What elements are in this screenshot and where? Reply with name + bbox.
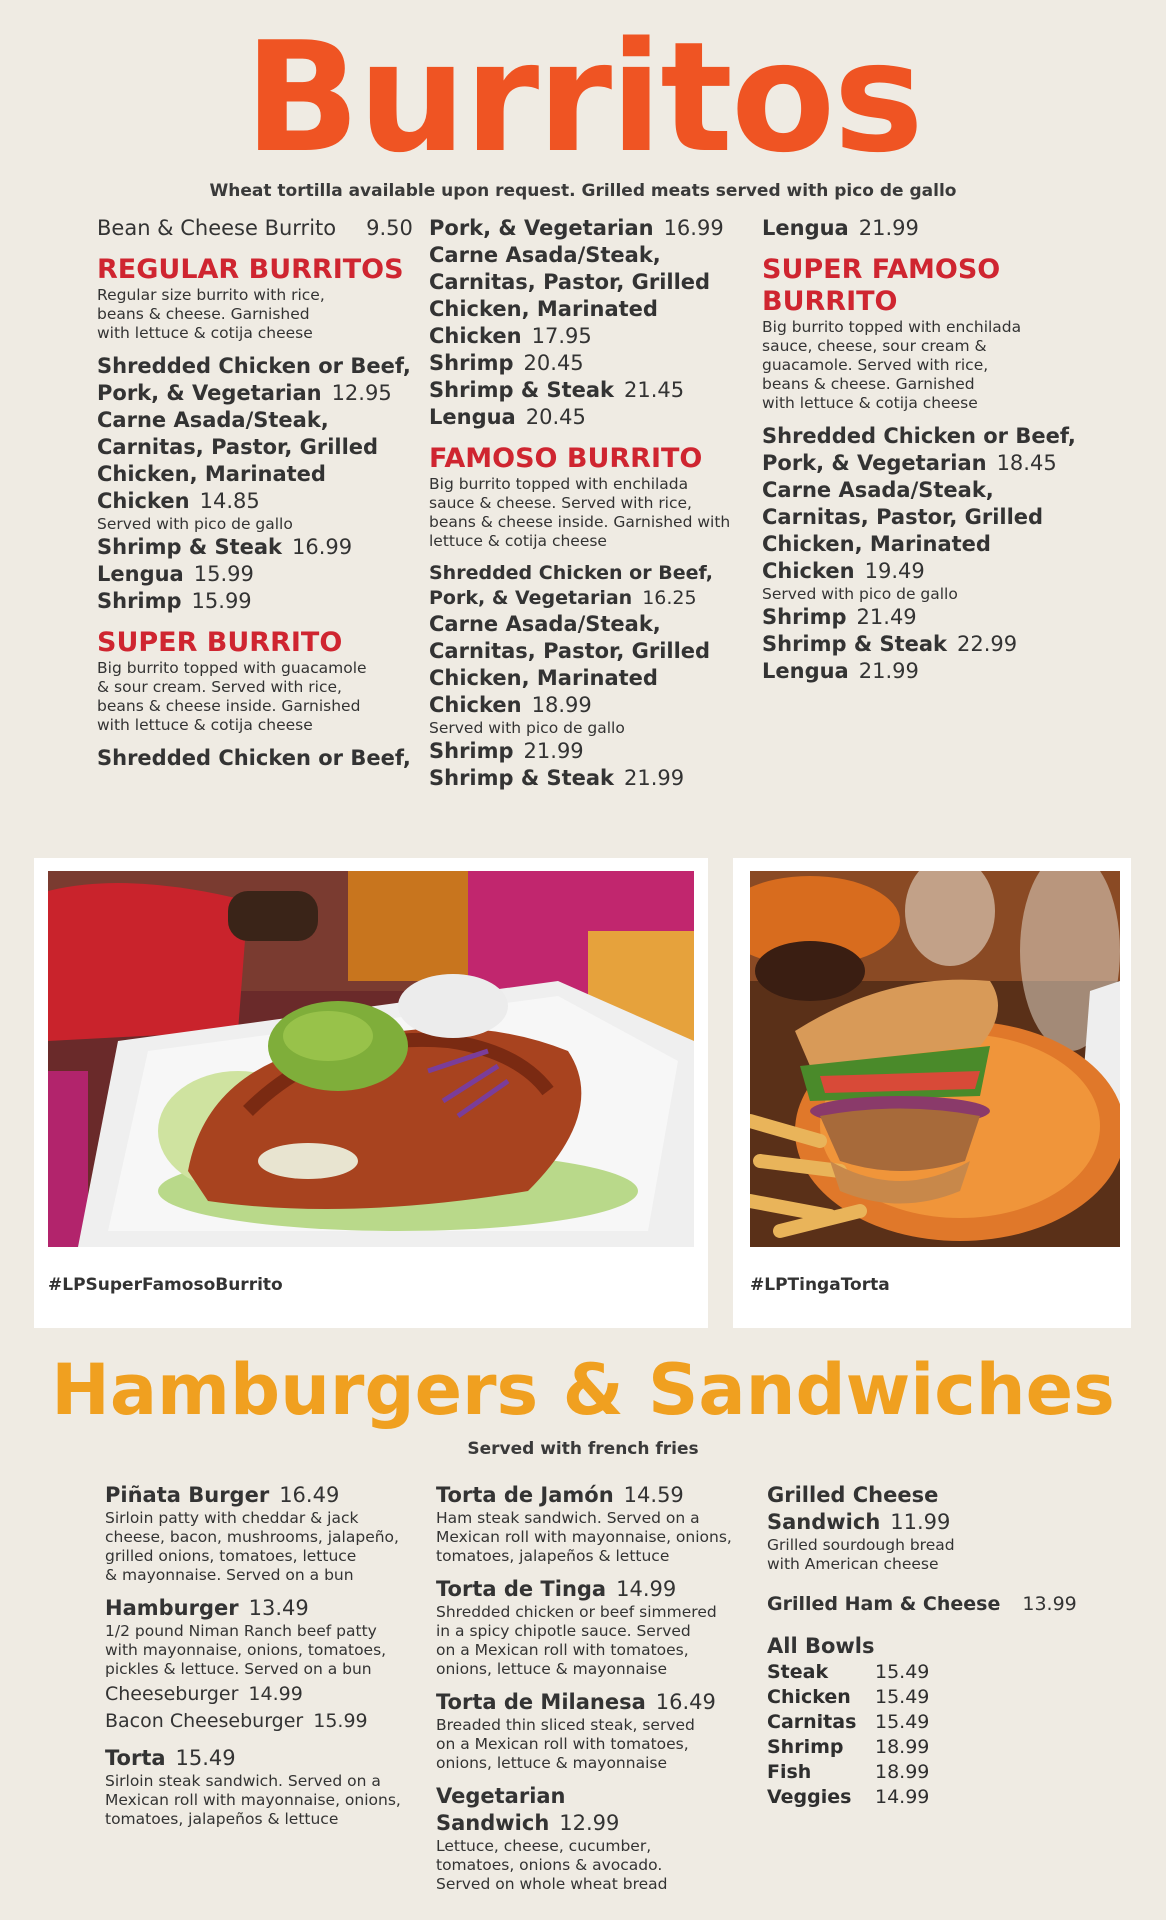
menu-item	[762, 658, 1082, 685]
menu-item	[105, 1482, 425, 1509]
item-name: Torta de Jamón	[436, 1483, 614, 1507]
menu-item	[762, 631, 1082, 658]
menu-item	[97, 407, 417, 515]
desc-line: pickles & lettuce. Served on a bun	[105, 1660, 372, 1678]
desc-line: tomatoes, onions & avocado.	[436, 1856, 663, 1874]
desc-line: sauce, cheese, sour cream &	[762, 337, 987, 355]
desc-line: Shredded chicken or beef simmered	[436, 1603, 717, 1621]
menu-item	[429, 215, 749, 242]
item-price: 21.99	[624, 766, 685, 790]
item-price: 12.99	[559, 1811, 620, 1835]
item-price: 13.99	[1022, 1593, 1077, 1615]
item-name: Vegetarian Sandwich	[436, 1784, 566, 1835]
item-name: Bean & Cheese Burrito	[97, 216, 337, 240]
photo-card-torta	[733, 858, 1131, 1328]
desc-line: Big burrito topped with enchilada	[429, 475, 689, 493]
burritos-column-2	[429, 215, 749, 792]
item-name: Shrimp & Steak	[762, 632, 948, 656]
item-price: 18.99	[531, 693, 592, 717]
menu-item	[429, 377, 749, 404]
item-price: 16.25	[642, 587, 697, 609]
desc-line: beans & cheese inside. Garnished with	[429, 513, 731, 531]
desc-line: beans & cheese inside. Garnished	[97, 697, 361, 715]
photo-caption: #LPSuperFamosoBurrito	[48, 1275, 283, 1295]
menu-item	[436, 1783, 756, 1837]
item-price: 14.99	[248, 1683, 303, 1705]
desc-line: sauce & cheese. Served with rice,	[429, 494, 692, 512]
item-name: Piñata Burger	[105, 1483, 270, 1507]
menu-item	[429, 561, 749, 611]
item-name: Hamburger	[105, 1596, 239, 1620]
desc-line: onions, lettuce & mayonnaise	[436, 1660, 667, 1678]
desc-line: guacamole. Served with rice,	[762, 356, 989, 374]
bowl-name: Chicken	[767, 1686, 851, 1708]
burritos-title: Burritos	[244, 9, 922, 186]
item-name: Shrimp & Steak	[429, 766, 615, 790]
item-price: 9.50	[366, 216, 413, 240]
item-name: Chicken	[429, 693, 522, 717]
desc-line: with lettuce & cotija cheese	[762, 394, 978, 412]
item-name: Lengua	[97, 562, 184, 586]
bowl-row	[767, 1760, 929, 1785]
desc-line: with lettuce & cotija cheese	[97, 324, 313, 342]
bowls-list	[767, 1660, 929, 1810]
sandwiches-column-2	[436, 1482, 756, 1894]
desc-line: Breaded thin sliced steak, served	[436, 1716, 695, 1734]
section-title-super: SUPER BURRITO	[97, 627, 343, 658]
item-note: Served with pico de gallo	[429, 719, 625, 737]
desc-line: with American cheese	[767, 1555, 939, 1573]
bowl-price: 15.49	[875, 1686, 930, 1708]
item-price: 14.85	[199, 489, 260, 513]
item-name: Grilled Ham & Cheese	[767, 1593, 1001, 1615]
item-note: Served with pico de gallo	[97, 515, 293, 533]
item-name: Torta	[105, 1746, 166, 1770]
bowl-price: 18.99	[875, 1736, 930, 1758]
item-desc	[436, 1716, 756, 1773]
bowl-name: Veggies	[767, 1786, 852, 1808]
item-price: 17.95	[531, 324, 592, 348]
item-price: 21.49	[856, 605, 917, 629]
bowl-name: Carnitas	[767, 1711, 857, 1733]
desc-line: Lettuce, cheese, cucumber,	[436, 1837, 652, 1855]
menu-item	[429, 350, 749, 377]
item-price: 13.49	[248, 1596, 309, 1620]
section-desc	[97, 286, 417, 343]
desc-line: cheese, bacon, mushrooms, jalapeño,	[105, 1528, 399, 1546]
item-name: Carnitas, Pastor, Grilled	[429, 639, 711, 663]
menu-item	[429, 765, 749, 792]
bowl-row	[767, 1785, 929, 1810]
item-name: Cheeseburger	[105, 1683, 239, 1705]
menu-item	[105, 1681, 425, 1708]
desc-line: tomatoes, jalapeños & lettuce	[105, 1810, 339, 1828]
menu-item	[762, 604, 1082, 631]
item-desc	[436, 1603, 756, 1679]
photo-card-burrito	[34, 858, 708, 1328]
item-name: Lengua	[762, 216, 849, 240]
hamburgers-subtitle: Served with french fries	[467, 1439, 699, 1459]
desc-line: lettuce & cotija cheese	[429, 532, 607, 550]
item-price: 16.99	[663, 216, 724, 240]
item-name: Pork, & Vegetarian	[429, 216, 654, 240]
desc-line: Ham steak sandwich. Served on a	[436, 1509, 700, 1527]
desc-line: Served on whole wheat bread	[436, 1875, 668, 1893]
menu-item	[97, 588, 417, 615]
item-price: 21.99	[858, 659, 919, 683]
item-name: Chicken, Marinated	[429, 666, 658, 690]
item-name: Shredded Chicken or Beef,	[97, 354, 411, 378]
menu-item	[767, 1482, 1087, 1536]
bowl-price: 15.49	[875, 1661, 930, 1683]
desc-line: Mexican roll with mayonnaise, onions,	[105, 1791, 401, 1809]
item-name: Torta de Milanesa	[436, 1690, 646, 1714]
bowl-row	[767, 1685, 929, 1710]
item-price: 21.99	[523, 739, 584, 763]
desc-line: Mexican roll with mayonnaise, onions,	[436, 1528, 732, 1546]
desc-line: & mayonnaise. Served on a bun	[105, 1566, 354, 1584]
bowl-name: Shrimp	[767, 1736, 844, 1758]
item-name: Lengua	[762, 659, 849, 683]
torta-photo	[750, 871, 1120, 1247]
burritos-column-3	[762, 215, 1082, 685]
item-name: Carne Asada/Steak,	[429, 612, 661, 636]
menu-item	[767, 1592, 1087, 1617]
item-price: 16.49	[279, 1483, 340, 1507]
item-name: Shredded Chicken or Beef,	[429, 562, 713, 584]
item-price: 15.49	[175, 1746, 236, 1770]
item-name: Pork, & Vegetarian	[97, 381, 322, 405]
item-note: Served with pico de gallo	[762, 585, 958, 603]
item-price: 14.99	[616, 1577, 677, 1601]
section-title-line: BURRITO	[762, 286, 898, 317]
menu-item	[429, 242, 749, 350]
desc-line: & sour cream. Served with rice,	[97, 678, 342, 696]
menu-item	[105, 1745, 425, 1772]
menu-item	[436, 1482, 756, 1509]
item-desc	[105, 1622, 425, 1679]
section-title-famoso: FAMOSO BURRITO	[429, 443, 703, 474]
menu-item: Shredded Chicken or Beef,	[97, 746, 411, 770]
menu-item	[97, 534, 417, 561]
menu-item	[105, 1708, 425, 1735]
desc-line: Grilled sourdough bread	[767, 1536, 955, 1554]
bowl-price: 18.99	[875, 1761, 930, 1783]
desc-line: beans & cheese. Garnished	[762, 375, 975, 393]
desc-line: on a Mexican roll with tomatoes,	[436, 1735, 689, 1753]
menu-item	[97, 215, 417, 242]
burrito-photo	[48, 871, 694, 1247]
item-price: 22.99	[957, 632, 1018, 656]
item-price: 15.99	[191, 589, 252, 613]
desc-line: Big burrito topped with guacamole	[97, 659, 367, 677]
item-price: 21.99	[858, 216, 919, 240]
section-title-line: SUPER FAMOSO	[762, 254, 1001, 285]
section-desc	[762, 318, 1082, 413]
item-price: 20.45	[523, 351, 584, 375]
item-desc	[436, 1509, 756, 1566]
desc-line: on a Mexican roll with tomatoes,	[436, 1641, 689, 1659]
item-name: Lengua	[429, 405, 516, 429]
desc-line: in a spicy chipotle sauce. Served	[436, 1622, 691, 1640]
sandwiches-column-3	[767, 1482, 1087, 1810]
menu-item	[429, 738, 749, 765]
menu-item	[762, 477, 1082, 585]
photo-caption: #LPTingaTorta	[750, 1275, 890, 1295]
item-price: 14.59	[623, 1483, 684, 1507]
item-name: Chicken, Marinated	[429, 297, 658, 321]
menu-item	[97, 353, 417, 407]
bowl-row	[767, 1735, 929, 1760]
item-name: Chicken, Marinated	[762, 532, 991, 556]
section-title-super-famoso	[762, 254, 1082, 318]
desc-line: Sirloin steak sandwich. Served on a	[105, 1772, 381, 1790]
bowls-title: All Bowls	[767, 1634, 875, 1658]
section-desc	[429, 475, 749, 551]
item-desc	[105, 1509, 425, 1585]
item-desc	[436, 1837, 756, 1894]
item-name: Chicken	[97, 489, 190, 513]
item-name: Carne Asada/Steak,	[762, 478, 994, 502]
desc-line: Regular size burrito with rice,	[97, 286, 325, 304]
item-name: Carne Asada/Steak,	[429, 243, 661, 267]
desc-line: onions, lettuce & mayonnaise	[436, 1754, 667, 1772]
item-name: Chicken, Marinated	[97, 462, 326, 486]
item-price: 11.99	[890, 1510, 951, 1534]
desc-line: Big burrito topped with enchilada	[762, 318, 1022, 336]
item-name: Sandwich	[767, 1510, 881, 1534]
item-name: Shrimp & Steak	[97, 535, 283, 559]
item-name: Carnitas, Pastor, Grilled	[762, 505, 1044, 529]
menu-item	[436, 1576, 756, 1603]
burritos-column-1	[97, 215, 417, 772]
item-name: Carne Asada/Steak,	[97, 408, 329, 432]
item-price: 16.99	[292, 535, 353, 559]
section-title-regular: REGULAR BURRITOS	[97, 254, 404, 285]
desc-line: 1/2 pound Niman Ranch beef patty	[105, 1622, 377, 1640]
burritos-subtitle: Wheat tortilla available upon request. Grilled meats served with pico de gallo	[209, 181, 957, 201]
menu-item	[436, 1689, 756, 1716]
desc-line: with lettuce & cotija cheese	[97, 716, 313, 734]
sandwiches-column-1	[105, 1482, 425, 1829]
item-name: Shredded Chicken or Beef,	[762, 424, 1076, 448]
item-name: Carnitas, Pastor, Grilled	[97, 435, 379, 459]
item-price: 21.45	[624, 378, 685, 402]
desc-line: grilled onions, tomatoes, lettuce	[105, 1547, 357, 1565]
desc-line: beans & cheese. Garnished	[97, 305, 310, 323]
menu-item	[97, 561, 417, 588]
item-name: Shrimp	[429, 739, 514, 763]
item-price: 19.49	[864, 559, 925, 583]
bowl-name: Steak	[767, 1661, 829, 1683]
item-desc	[767, 1536, 1087, 1574]
item-name: Shrimp	[762, 605, 847, 629]
item-desc	[105, 1772, 425, 1829]
menu-item	[762, 215, 1082, 242]
bowl-price: 14.99	[875, 1786, 930, 1808]
item-name: Chicken	[762, 559, 855, 583]
desc-line: with mayonnaise, onions, tomatoes,	[105, 1641, 387, 1659]
desc-line: Sirloin patty with cheddar & jack	[105, 1509, 359, 1527]
item-price: 15.99	[193, 562, 254, 586]
item-name: Pork, & Vegetarian	[429, 587, 633, 609]
bowl-price: 15.49	[875, 1711, 930, 1733]
menu-item	[429, 611, 749, 719]
hamburgers-title: Hamburgers & Sandwiches	[51, 1349, 1115, 1431]
section-desc	[97, 659, 417, 735]
item-name: Carnitas, Pastor, Grilled	[429, 270, 711, 294]
item-name: Torta de Tinga	[436, 1577, 607, 1601]
menu-item	[762, 423, 1082, 477]
item-name: Bacon Cheeseburger	[105, 1710, 304, 1732]
item-name: Pork, & Vegetarian	[762, 451, 987, 475]
item-price: 18.45	[996, 451, 1057, 475]
item-price: 16.49	[655, 1690, 716, 1714]
desc-line: tomatoes, jalapeños & lettuce	[436, 1547, 670, 1565]
menu-item	[429, 404, 749, 431]
item-name: Chicken	[429, 324, 522, 348]
bowl-row	[767, 1660, 929, 1685]
item-price: 15.99	[313, 1710, 368, 1732]
menu-item	[105, 1595, 425, 1622]
item-name: Shrimp	[429, 351, 514, 375]
item-price: 20.45	[525, 405, 586, 429]
item-price: 12.95	[331, 381, 392, 405]
bowl-name: Fish	[767, 1761, 812, 1783]
bowl-row	[767, 1710, 929, 1735]
item-name: Grilled Cheese	[767, 1483, 939, 1507]
item-name: Shrimp	[97, 589, 182, 613]
item-name: Shrimp & Steak	[429, 378, 615, 402]
